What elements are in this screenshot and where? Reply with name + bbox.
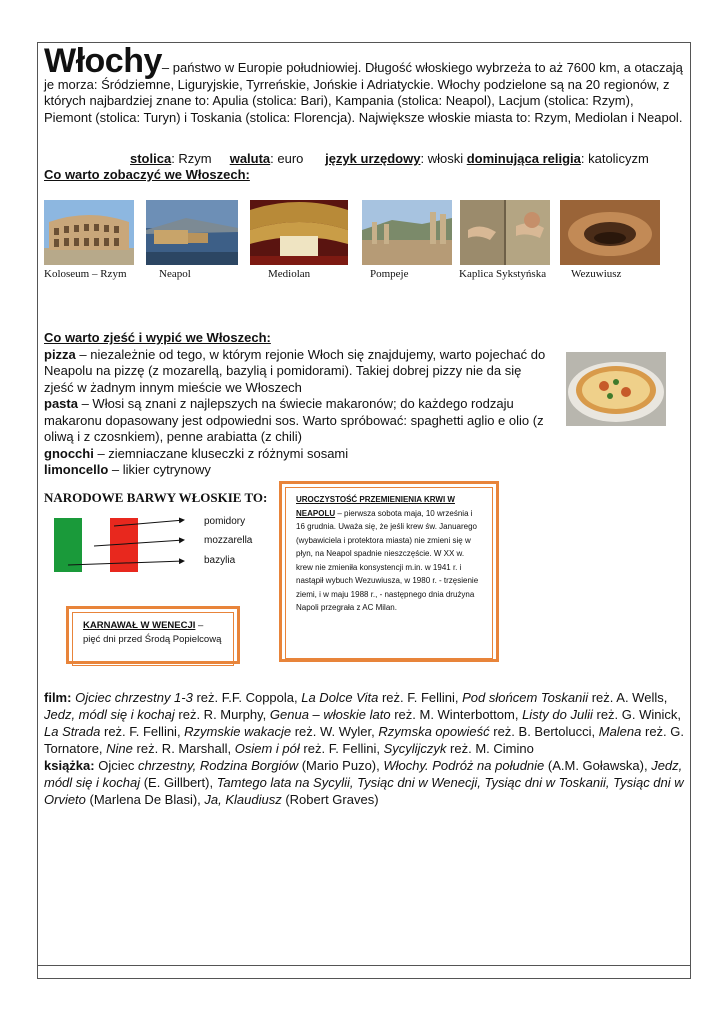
fact-label-capital: stolica	[130, 151, 172, 166]
film-title: Rzymskie wakacje	[184, 724, 292, 739]
film-director: reż. G. Winick,	[592, 707, 682, 722]
food-limoncello	[44, 462, 554, 479]
footer-divider	[37, 965, 691, 966]
fact-value-currency: : euro	[270, 151, 304, 166]
book-label: książka:	[44, 758, 95, 773]
film-title: Listy do Julii	[522, 707, 593, 722]
food-gnocchi-text: – ziemniaczane kluseczki z różnymi sosami	[93, 445, 349, 461]
pompeii-image	[362, 200, 452, 265]
pizza-image	[566, 352, 666, 426]
country-facts	[130, 151, 649, 166]
book-title: chrzestny, Rodzina Borgiów	[137, 758, 299, 773]
film-director: reż. M. Winterbottom,	[390, 707, 523, 722]
caption-naples: Neapol	[159, 268, 191, 280]
film-list	[44, 689, 684, 757]
food-section	[44, 330, 554, 479]
fact-label-language: język urzędowy	[325, 151, 421, 166]
fact-value-religion: : katolicyzm	[580, 151, 649, 166]
film-director: reż. F.F. Coppola,	[192, 690, 302, 705]
intro-text: – państwo w Europie południowiej. Długość włoskiego wybrzeża to aż 7600 km, a otaczają je morza: Śródziemne, Liguryjskie, Tyrreńskie, Jońskie i Adriatyckie. Włochy podzielone są na 20 regionów, z których najbardziej znane to: Apulia (stolica: Bari), Kampania (stolica: Neapol), Lacjum (stolica: Rzym), Piemont (stolica: Turyn) i Toskania (stolica: Florencja). Największe włoskie miasta to: Rzym, Mediolan i Neapol.	[44, 60, 683, 125]
film-director: reż. F. Fellini,	[378, 690, 463, 705]
book-title: Jedz, módl się i kochaj	[44, 758, 683, 790]
food-pizza	[44, 347, 554, 397]
blood-title: UROCZYSTOŚĆ PRZEMIENIENIA KRWI W NEAPOLU	[296, 495, 455, 518]
flag-label-1: pomidory	[204, 516, 246, 527]
food-pasta	[44, 396, 554, 446]
vesuvius-image	[560, 200, 660, 265]
food-gnocchi	[44, 446, 554, 463]
sistine-chapel-image	[460, 200, 550, 265]
food-pizza-text: – niezależnie od tego, w którym rejonie Włoch się znajdujemy, warto pojechać do Neapolu na pizzę (z mozarellą, bazylią i pomidorami). Takiej dobrej pizzy nie da się zjeść w żadnym innym mieście we Włoszech	[44, 346, 546, 395]
food-pasta-text: – Włosi są znani z najlepszych na świecie makaronów; do każdego rodzaju makaronu dopasowany jest odpowiedni sos. Warto spróbować: spaghetti aglio e olio (z oliwą i z czosnkiem), penne arabiatta (z chili)	[44, 396, 544, 444]
blood-text: – pierwsza sobota maja, 10 września i 16 grudnia. Uważa się, że jeśli krew św. Januarego (wybawiciela i protektora miasta) nie zmieni się w płyn, na Neapol spadnie nieszczęście. W XX w. krew nie zmieniła konsystencji m.in. w 1941 r. i nastąpił wybuch Wezuwiusza, w 1980 r. - trzęsienie ziemi, i w maju 1988 r., - następnego dnia drużyna Napoli przegrała z AC Milan.	[296, 508, 479, 612]
caption-pompeii: Pompeje	[370, 268, 409, 280]
book-author: (Marlena De Blasi),	[85, 792, 205, 807]
film-title: Ojciec chrzestny 1-3	[75, 690, 193, 705]
film-director: reż. W. Wyler,	[291, 724, 379, 739]
film-director: reż. F. Fellini,	[299, 741, 384, 756]
film-title: Jedz, módl się i kochaj	[44, 707, 175, 722]
flag-heading: NARODOWE BARWY WŁOSKIE TO:	[44, 490, 268, 505]
fact-label-religion: dominująca religia	[466, 151, 581, 166]
la-scala-image	[250, 200, 348, 265]
caption-vesuvius: Wezuwiusz	[571, 268, 622, 280]
food-pasta-label: pasta	[44, 396, 78, 411]
flag-arrows	[60, 512, 190, 574]
blood-miracle-box	[279, 481, 499, 662]
film-director: reż. B. Bertolucci,	[489, 724, 599, 739]
film-title: Rzymska opowieść	[378, 724, 490, 739]
caption-milan: Mediolan	[268, 268, 311, 280]
book-title: Włochy. Podróż na południe	[383, 758, 545, 773]
food-heading: Co warto zjeść i wypić we Włoszech:	[44, 330, 271, 345]
book-list	[44, 757, 684, 808]
film-title: La Strada	[44, 724, 101, 739]
flag-label-3: bazylia	[204, 555, 236, 566]
references-section	[44, 689, 684, 808]
film-director: reż. M. Cimino	[446, 741, 534, 756]
food-gnocchi-label: gnocchi	[44, 445, 94, 461]
naples-image	[146, 200, 238, 265]
film-title: La Dolce Vita	[301, 690, 379, 705]
fact-label-currency: waluta	[229, 151, 271, 166]
film-label: film:	[44, 690, 72, 705]
book-title-prefix: Ojciec	[94, 758, 138, 773]
carnival-box	[66, 606, 240, 664]
film-title: Pod słońcem Toskanii	[462, 690, 589, 705]
page-title: Włochy	[44, 42, 162, 80]
sights-heading: Co warto zobaczyć we Włoszech:	[44, 167, 250, 182]
book-author: (Mario Puzo),	[298, 758, 384, 773]
film-director: reż. R. Marshall,	[132, 741, 235, 756]
caption-sistine: Kaplica Sykstyńska	[459, 268, 547, 280]
colosseum-image	[44, 200, 134, 265]
film-title: Osiem i pół	[234, 741, 300, 756]
book-title: Tamtego lata na Sycylii, Tysiąc dni w Wenecji, Tysiąc dni w Toskanii, Tysiąc dni w Orvieto	[44, 775, 684, 807]
caption-colosseum: Koloseum – Rzym	[44, 268, 127, 280]
carnival-title: KARNAWAŁ W WENECJI	[83, 620, 196, 631]
intro-paragraph	[44, 42, 684, 126]
food-limoncello-label: limoncello	[44, 462, 109, 477]
carnival-text: – pięć dni przed Środą Popielcową	[83, 620, 222, 645]
book-title: Ja, Klaudiusz	[204, 792, 282, 807]
film-title: Genua – włoskie lato	[269, 707, 391, 722]
food-pizza-label: pizza	[44, 346, 76, 362]
book-author: (Robert Graves)	[281, 792, 379, 807]
film-title: Sycylijczyk	[383, 741, 447, 756]
film-director: reż. G. Tornatore,	[44, 724, 684, 756]
book-author: (A.M. Goławska),	[544, 758, 652, 773]
film-director: reż. A. Wells,	[588, 690, 668, 705]
book-author: (E. Gillbert),	[140, 775, 217, 790]
fact-value-capital: : Rzym	[171, 151, 212, 166]
food-limoncello-text: – likier cytrynowy	[108, 462, 211, 477]
film-director: reż. F. Fellini,	[100, 724, 185, 739]
film-title: Malena	[598, 724, 642, 739]
flag-label-2: mozzarella	[204, 535, 253, 546]
film-director: reż. R. Murphy,	[174, 707, 270, 722]
film-title: Nine	[106, 741, 133, 756]
fact-value-language: : włoski	[420, 151, 464, 166]
